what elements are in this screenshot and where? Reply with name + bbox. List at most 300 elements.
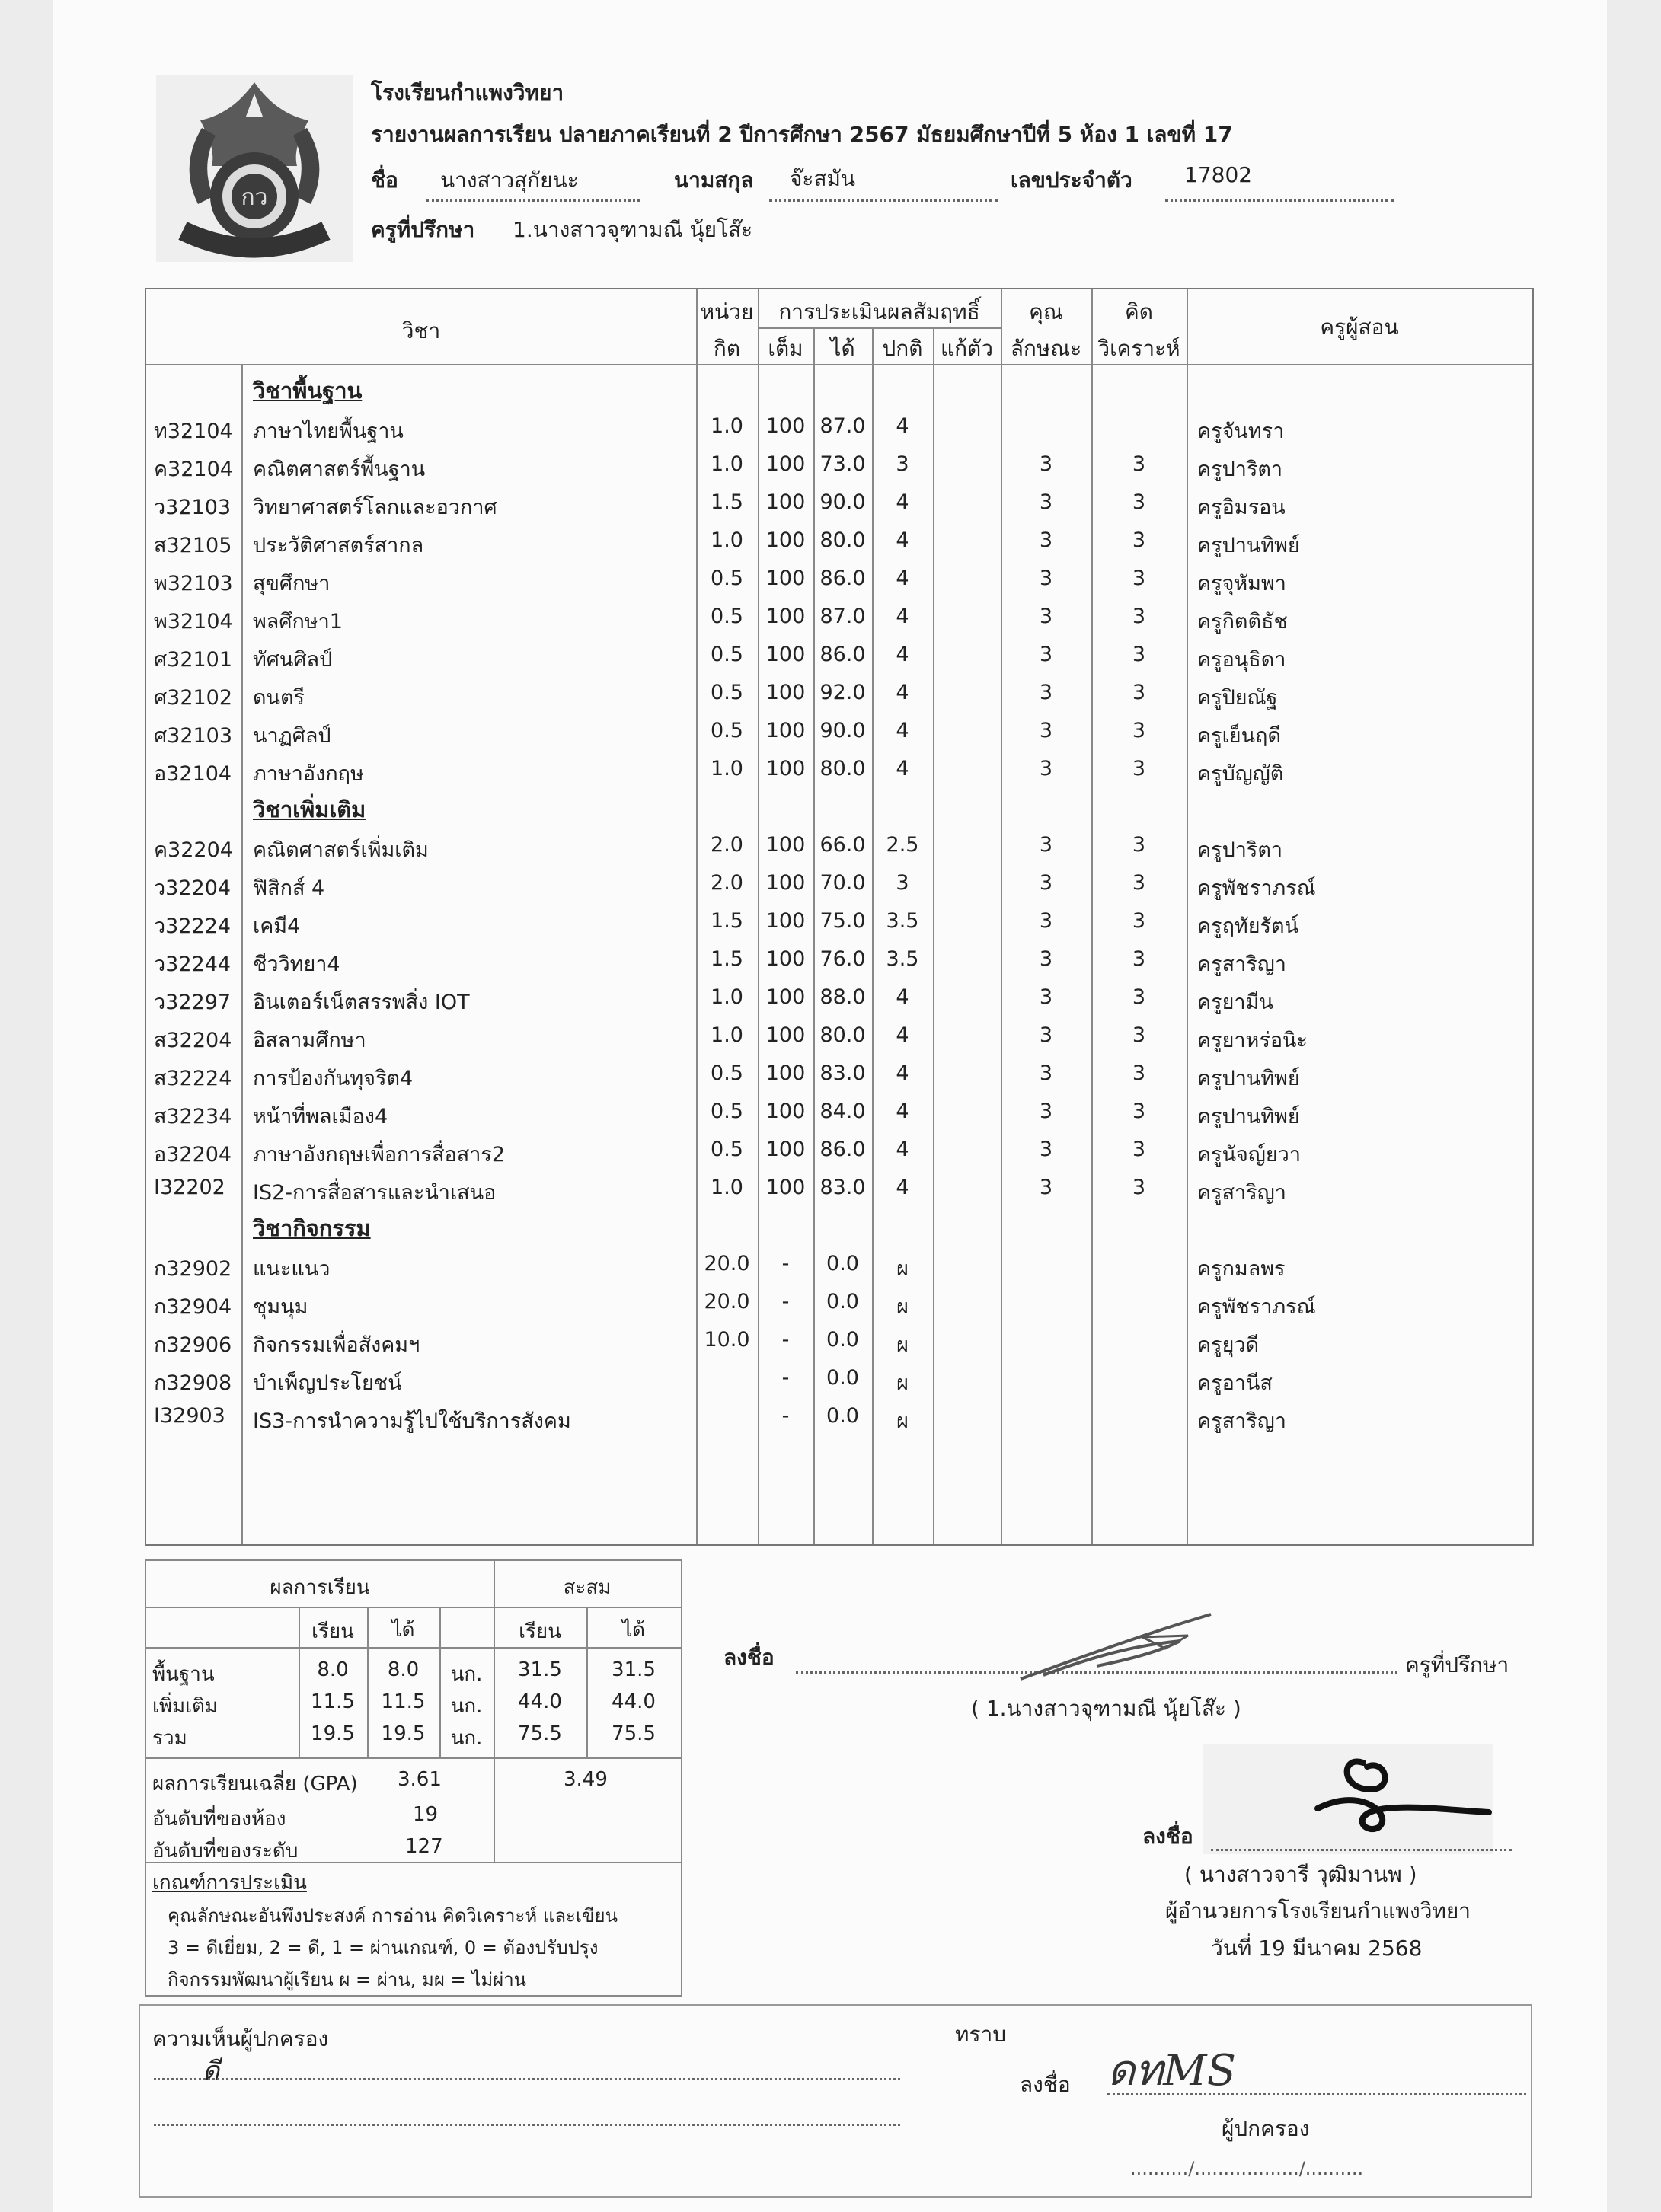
cell-think: 3 (1132, 757, 1146, 780)
table-row (146, 1322, 1532, 1360)
cell-char: 3 (1039, 452, 1053, 476)
cell-score: 92.0 (819, 681, 866, 704)
class-rank-value: 19 (413, 1803, 439, 1826)
cell-char: 3 (1039, 757, 1053, 780)
cell-code: อ32204 (154, 1143, 232, 1167)
summary-cum-col-study: เรียน (519, 1620, 561, 1643)
cell-code: ว32297 (154, 991, 232, 1014)
summary-cell-cum_study: 75.5 (518, 1722, 562, 1745)
table-row (146, 560, 1532, 598)
cell-code: ก32908 (154, 1371, 232, 1395)
advisor-role: ครูที่ปรึกษา (1405, 1652, 1509, 1677)
cell-score: 83.0 (819, 1061, 866, 1085)
cell-teacher: ครูพัชราภรณ์ (1197, 1295, 1316, 1319)
cell-score: 0.0 (826, 1404, 859, 1428)
cell-full: - (781, 1366, 790, 1390)
cell-think: 3 (1132, 490, 1146, 514)
cell-teacher: ครูบัญญัติ (1197, 762, 1284, 786)
cell-name: สุขศึกษา (253, 572, 331, 595)
director-signature-icon (1295, 1748, 1493, 1839)
cell-grade: 4 (896, 567, 909, 590)
cell-code: ศ32101 (154, 648, 233, 672)
cell-unit: 1.0 (711, 1176, 743, 1199)
cell-char: 3 (1039, 833, 1053, 857)
header-normal: ปกติ (882, 336, 923, 361)
table-row (146, 865, 1532, 903)
cell-grade: 4 (896, 605, 909, 628)
cell-grade: ผ (896, 1333, 909, 1357)
id-dotted-line (1165, 199, 1394, 202)
cell-teacher: ครูฤทัยรัตน์ (1197, 914, 1299, 938)
cell-full: 100 (765, 1061, 806, 1085)
cell-char: 3 (1039, 719, 1053, 742)
cell-grade: 4 (896, 681, 909, 704)
cell-name: นาฏศิลป์ (253, 724, 331, 748)
cell-unit: 1.0 (711, 985, 743, 1009)
summary-cell-label: พื้นฐาน (152, 1663, 215, 1686)
header-think-top: คิด (1125, 299, 1153, 324)
table-row (146, 713, 1532, 751)
summary-divider (146, 1647, 681, 1649)
cell-unit: 1.0 (711, 414, 743, 438)
cell-teacher: ครูยามีน (1197, 991, 1273, 1014)
cell-code: ศ32102 (154, 686, 233, 710)
name-dotted-line (426, 199, 640, 202)
cell-score: 80.0 (819, 757, 866, 780)
cell-full: 100 (765, 909, 806, 933)
class-rank-label: อันดับที่ของห้อง (152, 1808, 286, 1831)
cell-full: - (781, 1290, 790, 1313)
cell-char: 3 (1039, 909, 1053, 933)
cell-name: อินเตอร์เน็ตสรรพสิ่ง IOT (253, 991, 470, 1014)
cell-code: พ32103 (154, 572, 233, 595)
cell-name: บำเพ็ญประโยชน์ (253, 1371, 402, 1395)
header-got: ได้ (830, 336, 855, 361)
cell-teacher: ครูปาริตา (1197, 838, 1283, 862)
cell-unit: 20.0 (704, 1290, 750, 1313)
surname-dotted-line (769, 199, 998, 202)
advisor-value: 1.นางสาวจุฑามณี นุ้ยโส๊ะ (513, 217, 753, 242)
cell-name: คณิตศาสตร์พื้นฐาน (253, 458, 426, 481)
cell-score: 80.0 (819, 528, 866, 552)
cell-code: ก32902 (154, 1257, 232, 1281)
summary-cum-col-got: ได้ (622, 1619, 645, 1642)
cell-char: 3 (1039, 643, 1053, 666)
table-row (146, 1360, 1532, 1398)
cell-grade: ผ (896, 1371, 909, 1395)
summary-col-study: เรียน (311, 1620, 354, 1643)
gpa-label: ผลการเรียนเฉลี่ย (GPA) (152, 1773, 358, 1795)
summary-cell-unit: นก. (450, 1695, 483, 1718)
cell-think: 3 (1132, 452, 1146, 476)
table-row (146, 1093, 1532, 1132)
summary-cell-study: 19.5 (311, 1722, 355, 1745)
cell-name: ประวัติศาสตร์สากล (253, 534, 424, 557)
header-think-bottom: วิเคราะห์ (1097, 336, 1180, 361)
summary-cell-got: 8.0 (387, 1658, 420, 1681)
cell-unit: 1.5 (711, 947, 743, 971)
cell-think: 3 (1132, 833, 1146, 857)
criteria-line-2: 3 = ดีเยี่ยม, 2 = ดี, 1 = ผ่านเกณฑ์, 0 = ต้องปรับปรุง (168, 1937, 599, 1958)
cell-teacher: ครูพัชราภรณ์ (1197, 876, 1316, 900)
cell-grade: 4 (896, 1100, 909, 1123)
cell-full: 100 (765, 871, 806, 895)
cell-char: 3 (1039, 490, 1053, 514)
table-row (146, 1017, 1532, 1055)
cell-code: ท32104 (154, 420, 233, 443)
cell-unit: 1.0 (711, 757, 743, 780)
summary-cum-header: สะสม (563, 1576, 612, 1599)
cell-grade: 4 (896, 1176, 909, 1199)
cell-full: 100 (765, 985, 806, 1009)
cell-unit: 2.0 (711, 833, 743, 857)
cell-grade: 4 (896, 719, 909, 742)
cell-name: อิสลามศึกษา (253, 1029, 366, 1052)
name-value: นางสาวสุกัยนะ (440, 168, 579, 193)
cell-code: ค32204 (154, 838, 233, 862)
cell-code: พ32104 (154, 610, 233, 634)
table-row (146, 484, 1532, 522)
cell-score: 90.0 (819, 719, 866, 742)
cell-name: ดนตรี (253, 686, 305, 710)
cell-char: 3 (1039, 567, 1053, 590)
summary-cell-study: 11.5 (311, 1690, 355, 1713)
cell-grade: 3.5 (886, 909, 919, 933)
cell-grade: 3 (896, 452, 909, 476)
cell-name: IS2-การสื่อสารและนำเสนอ (253, 1181, 497, 1205)
table-row (146, 1284, 1532, 1322)
cell-char: 3 (1039, 1023, 1053, 1047)
parent-comment-value: ดี (203, 2056, 220, 2086)
summary-box (145, 1559, 682, 1997)
cell-char: 3 (1039, 681, 1053, 704)
cell-full: 100 (765, 1100, 806, 1123)
cell-char: 3 (1039, 985, 1053, 1009)
table-row (146, 941, 1532, 979)
cell-unit: 0.5 (711, 567, 743, 590)
surname-label: นามสกุล (674, 168, 754, 193)
cell-grade: ผ (896, 1295, 909, 1319)
report-title: รายงานผลการเรียน ปลายภาคเรียนที่ 2 ปีการศึกษา 2567 มัธยมศึกษาปีที่ 5 ห้อง 1 เลขที่ 17 (371, 122, 1233, 147)
cell-grade: 2.5 (886, 833, 919, 857)
table-row (146, 446, 1532, 484)
header-assessment: การประเมินผลสัมฤทธิ์ (778, 299, 980, 324)
cell-full: 100 (765, 643, 806, 666)
cell-code: ส32204 (154, 1029, 232, 1052)
parent-ack-label: ทราบ (955, 2022, 1006, 2047)
cell-name: ภาษาอังกฤษ (253, 762, 364, 786)
id-label: เลขประจำตัว (1011, 168, 1132, 193)
cell-char: 3 (1039, 1138, 1053, 1161)
cell-char: 3 (1039, 1061, 1053, 1085)
cell-code: ส32105 (154, 534, 232, 557)
cell-name: การป้องกันทุจริต4 (253, 1067, 414, 1090)
cell-score: 76.0 (819, 947, 866, 971)
summary-cell-cum_got: 44.0 (612, 1690, 656, 1713)
cell-teacher: ครูปิยณัฐ (1197, 686, 1278, 710)
cell-char: 3 (1039, 871, 1053, 895)
cell-grade: 4 (896, 643, 909, 666)
parent-section (139, 2004, 1532, 2198)
cell-think: 3 (1132, 643, 1146, 666)
cell-grade: ผ (896, 1409, 909, 1433)
cell-full: - (781, 1328, 790, 1352)
cell-teacher: ครูสาริญา (1197, 1409, 1286, 1433)
cell-full: 100 (765, 414, 806, 438)
table-row (146, 751, 1532, 789)
cell-name: ภาษาไทยพื้นฐาน (253, 420, 404, 443)
cell-score: 88.0 (819, 985, 866, 1009)
level-rank-label: อันดับที่ของระดับ (152, 1840, 299, 1862)
cell-full: - (781, 1404, 790, 1428)
summary-cell-cum_got: 31.5 (612, 1658, 656, 1681)
cell-full: 100 (765, 605, 806, 628)
table-row (146, 1132, 1532, 1170)
section-title: วิชากิจกรรม (253, 1215, 371, 1241)
director-role: ผู้อำนวยการโรงเรียนกำแพงวิทยา (1165, 1898, 1471, 1923)
cell-teacher: ครูยาหร่อนิะ (1197, 1029, 1308, 1052)
cell-teacher: ครูยุวดี (1197, 1333, 1260, 1357)
header-full: เต็ม (768, 336, 803, 361)
summary-cell-got: 19.5 (381, 1722, 426, 1745)
cell-full: 100 (765, 947, 806, 971)
table-row (146, 675, 1532, 713)
cell-full: 100 (765, 528, 806, 552)
cell-name: กิจกรรมเพื่อสังคมฯ (253, 1333, 420, 1357)
cell-name: เคมี4 (253, 914, 301, 938)
cell-score: 0.0 (826, 1366, 859, 1390)
cell-code: ว32204 (154, 876, 232, 900)
cell-grade: 4 (896, 1138, 909, 1161)
cell-teacher: ครูสาริญา (1197, 953, 1286, 976)
summary-col-got: ได้ (391, 1619, 415, 1642)
header-unit-bottom: กิต (713, 336, 741, 361)
cell-teacher: ครูปาริตา (1197, 458, 1283, 481)
cell-full: 100 (765, 833, 806, 857)
advisor-name: ( 1.นางสาวจุฑามณี นุ้ยโส๊ะ ) (971, 1696, 1241, 1721)
cell-unit: 0.5 (711, 1100, 743, 1123)
table-row (146, 1170, 1532, 1208)
criteria-line-3: กิจกรรมพัฒนาผู้เรียน ผ = ผ่าน, มผ = ไม่ผ่าน (168, 1969, 527, 1990)
parent-sign-label: ลงชื่อ (1020, 2072, 1071, 2097)
cell-grade: 4 (896, 1061, 909, 1085)
cell-grade: 3 (896, 871, 909, 895)
cell-grade: 4 (896, 1023, 909, 1047)
table-row (146, 979, 1532, 1017)
cell-char: 3 (1039, 1100, 1053, 1123)
name-label: ชื่อ (371, 168, 398, 193)
table-row (146, 1246, 1532, 1284)
cell-code: ว32103 (154, 496, 232, 519)
header-teacher: ครูผู้สอน (1320, 314, 1399, 340)
cell-grade: 3.5 (886, 947, 919, 971)
cell-grade: 4 (896, 757, 909, 780)
header-char-bottom: ลักษณะ (1010, 336, 1082, 361)
cell-score: 73.0 (819, 452, 866, 476)
header-unit-top: หน่วย (700, 299, 754, 324)
cell-char: 3 (1039, 947, 1053, 971)
cell-code: ว32244 (154, 953, 232, 976)
cell-unit: 2.0 (711, 871, 743, 895)
cell-unit: 1.0 (711, 1023, 743, 1047)
advisor-signature-icon (1013, 1607, 1219, 1690)
cell-think: 3 (1132, 567, 1146, 590)
cell-unit: 20.0 (704, 1252, 750, 1275)
school-name: โรงเรียนกำแพงวิทยา (371, 80, 564, 105)
cell-unit: 0.5 (711, 605, 743, 628)
summary-divider (146, 1757, 681, 1759)
cell-unit: 1.0 (711, 528, 743, 552)
cell-name: วิทยาศาสตร์โลกและอวกาศ (253, 496, 497, 519)
summary-result-header: ผลการเรียน (270, 1576, 370, 1599)
cell-score: 0.0 (826, 1252, 859, 1275)
cell-full: 100 (765, 490, 806, 514)
cell-think: 3 (1132, 985, 1146, 1009)
section-title: วิชาเพิ่มเติม (253, 796, 366, 822)
criteria-title: เกณฑ์การประเมิน (152, 1872, 307, 1894)
parent-role: ผู้ปกครอง (1222, 2116, 1310, 2141)
cell-code: ว32224 (154, 914, 232, 938)
cell-think: 3 (1132, 1138, 1146, 1161)
cell-think: 3 (1132, 719, 1146, 742)
header-char-top: คุณ (1029, 299, 1063, 324)
parent-comment-line-2 (154, 2124, 900, 2126)
table-row (146, 408, 1532, 446)
cell-score: 90.0 (819, 490, 866, 514)
table-row (146, 522, 1532, 560)
cell-grade: 4 (896, 985, 909, 1009)
cell-teacher: ครูปานทิพย์ (1197, 534, 1300, 557)
cell-think: 3 (1132, 681, 1146, 704)
cell-score: 0.0 (826, 1328, 859, 1352)
table-row (146, 637, 1532, 675)
cell-teacher: ครูปานทิพย์ (1197, 1105, 1300, 1128)
cell-code: ค32104 (154, 458, 233, 481)
cell-score: 80.0 (819, 1023, 866, 1047)
cell-teacher: ครูปานทิพย์ (1197, 1067, 1300, 1090)
cell-score: 86.0 (819, 1138, 866, 1161)
cell-name: ฟิสิกส์ 4 (253, 876, 325, 900)
cell-unit: 1.0 (711, 452, 743, 476)
summary-cell-study: 8.0 (317, 1658, 349, 1681)
school-logo-icon (156, 75, 353, 262)
level-rank-value: 127 (405, 1835, 443, 1858)
advisor-sign-label: ลงชื่อ (723, 1645, 775, 1670)
cell-teacher: ครูนัจญ์ยวา (1197, 1143, 1301, 1167)
parent-comment-label: ความเห็นผู้ปกครอง (152, 2026, 329, 2051)
director-sign-label: ลงชื่อ (1142, 1824, 1193, 1849)
cell-char: 3 (1039, 1176, 1053, 1199)
cum-gpa-value: 3.49 (564, 1768, 608, 1791)
cell-code: I32903 (154, 1404, 225, 1428)
cell-name: ชุมนุม (253, 1295, 308, 1319)
header-subject: วิชา (401, 318, 441, 343)
cell-char: 3 (1039, 528, 1053, 552)
cell-unit: 1.5 (711, 909, 743, 933)
cell-code: ส32224 (154, 1067, 232, 1090)
cell-name: คณิตศาสตร์เพิ่มเติม (253, 838, 429, 862)
cell-code: ก32906 (154, 1333, 232, 1357)
cell-score: 87.0 (819, 414, 866, 438)
cell-name: พลศึกษา1 (253, 610, 343, 634)
cell-unit: 1.5 (711, 490, 743, 514)
cell-unit: 10.0 (704, 1328, 750, 1352)
cell-full: 100 (765, 1138, 806, 1161)
cell-score: 84.0 (819, 1100, 866, 1123)
cell-think: 3 (1132, 605, 1146, 628)
cell-teacher: ครูเย็นฤดี (1197, 724, 1281, 748)
cell-unit: 0.5 (711, 719, 743, 742)
table-row (146, 903, 1532, 941)
id-value: 17802 (1184, 162, 1253, 187)
cell-name: ภาษาอังกฤษเพื่อการสื่อสาร2 (253, 1143, 506, 1167)
table-row (146, 598, 1532, 637)
section-title: วิชาพื้นฐาน (253, 378, 363, 404)
cell-full: 100 (765, 567, 806, 590)
gpa-value: 3.61 (398, 1768, 442, 1791)
summary-cell-got: 11.5 (381, 1690, 426, 1713)
summary-cell-label: รวม (152, 1727, 187, 1750)
cell-teacher: ครูกมลพร (1197, 1257, 1286, 1281)
cell-unit: 0.5 (711, 643, 743, 666)
cell-teacher: ครูจันทรา (1197, 420, 1285, 443)
summary-cell-unit: นก. (450, 1727, 483, 1750)
summary-cell-label: เพิ่มเติม (152, 1695, 219, 1718)
cell-grade: ผ (896, 1257, 909, 1281)
summary-cell-cum_got: 75.5 (612, 1722, 656, 1745)
cell-score: 86.0 (819, 643, 866, 666)
cell-think: 3 (1132, 1176, 1146, 1199)
cell-think: 3 (1132, 1023, 1146, 1047)
cell-full: 100 (765, 757, 806, 780)
cell-score: 87.0 (819, 605, 866, 628)
cell-score: 0.0 (826, 1290, 859, 1313)
parent-signature: ดทMS (1107, 2046, 1236, 2095)
cell-code: อ32104 (154, 762, 232, 786)
advisor-label: ครูที่ปรึกษา (371, 217, 475, 242)
cell-score: 70.0 (819, 871, 866, 895)
cell-think: 3 (1132, 947, 1146, 971)
cell-full: 100 (765, 1176, 806, 1199)
cell-code: ส32234 (154, 1105, 232, 1128)
svg-text:กว: กว (241, 184, 268, 211)
summary-cell-cum_study: 44.0 (518, 1690, 562, 1713)
cell-code: ศ32103 (154, 724, 233, 748)
director-sign-line (1211, 1849, 1512, 1851)
cell-teacher: ครูสาริญา (1197, 1181, 1286, 1205)
cell-full: 100 (765, 681, 806, 704)
cell-name: ชีววิทยา4 (253, 953, 340, 976)
parent-date-blank: ........../................../.......... (1130, 2158, 1364, 2179)
cell-grade: 4 (896, 414, 909, 438)
cell-unit: 0.5 (711, 1061, 743, 1085)
cell-teacher: ครูอนุธิดา (1197, 648, 1286, 672)
cell-code: ก32904 (154, 1295, 232, 1319)
director-name: ( นางสาวจารี วุฒิมานพ ) (1184, 1862, 1417, 1887)
cell-name: IS3-การนำความรู้ไปใช้บริการสังคม (253, 1409, 571, 1433)
grade-table (145, 288, 1534, 1546)
cell-score: 75.0 (819, 909, 866, 933)
criteria-line-1: คุณลักษณะอันพึงประสงค์ การอ่าน คิดวิเคราะห์ และเขียน (168, 1905, 618, 1926)
cell-grade: 4 (896, 490, 909, 514)
summary-cell-unit: นก. (450, 1663, 483, 1686)
cell-teacher: ครูอานีส (1197, 1371, 1273, 1395)
report-date: วันที่ 19 มีนาคม 2568 (1211, 1936, 1423, 1961)
cell-name: หน้าที่พลเมือง4 (253, 1105, 388, 1128)
table-row (146, 1398, 1532, 1436)
table-row (146, 1055, 1532, 1093)
cell-full: - (781, 1252, 790, 1275)
